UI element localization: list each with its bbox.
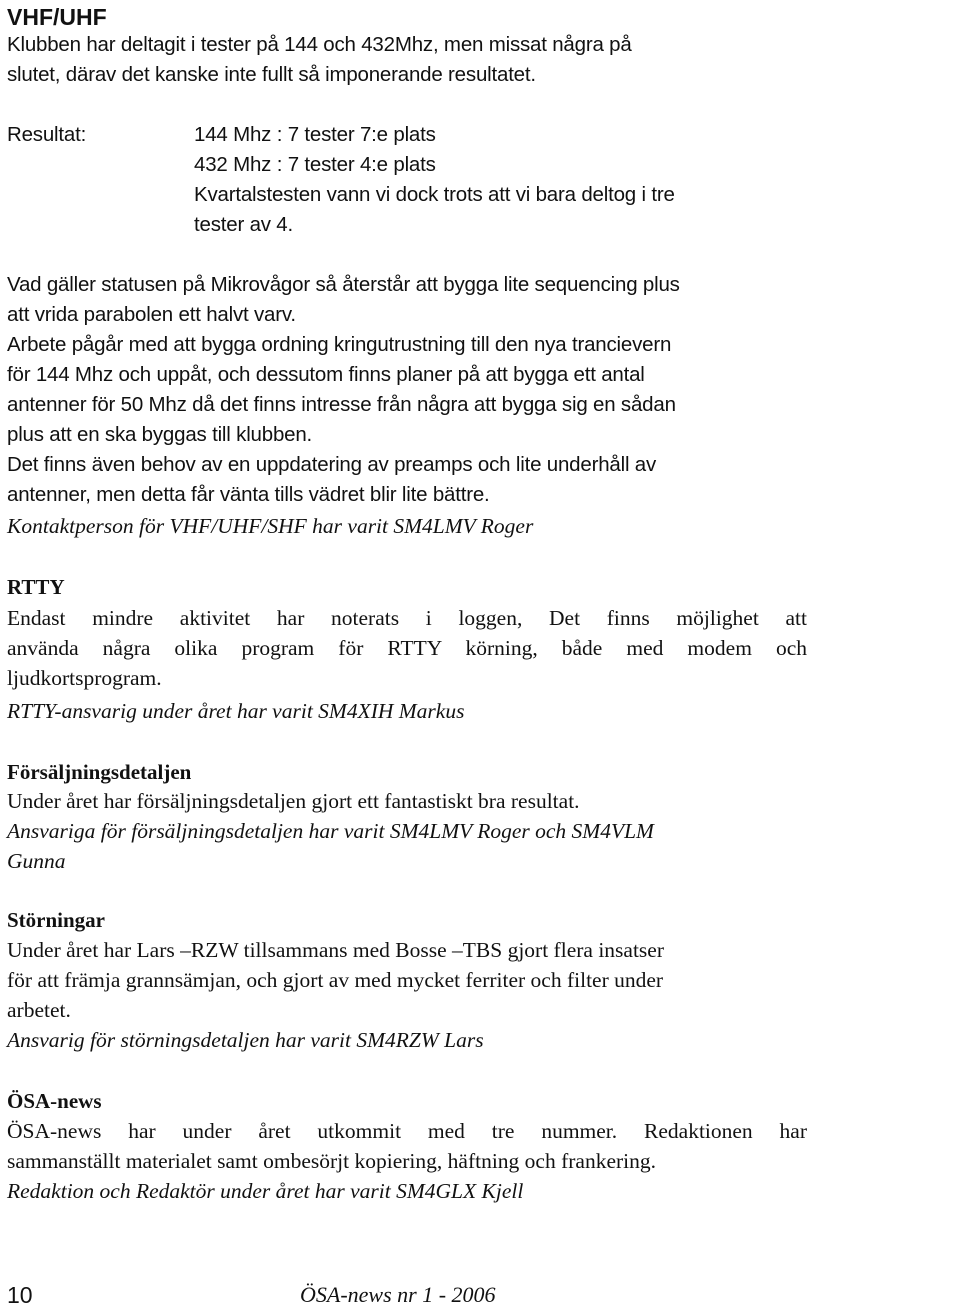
status-line: att vrida parabolen ett halvt varv.: [7, 303, 296, 326]
rtty-responsible: RTTY-ansvarig under året har varit SM4XIH Markus: [7, 699, 465, 723]
status-line: Arbete pågår med att bygga ordning kringutrustning till den nya trancievern: [7, 333, 672, 356]
results-list: [194, 120, 814, 240]
sales-heading: Försäljningsdetaljen: [7, 760, 192, 784]
osanews-body: [7, 1116, 807, 1176]
vhf-intro: [7, 30, 807, 90]
result-item: 144 Mhz : 7 tester 7:e plats: [194, 123, 436, 146]
rtty-body-line: använda några olika program för RTTY körning, både med modem och: [7, 636, 807, 660]
vhf-contact: Kontaktperson för VHF/UHF/SHF har varit SM4LMV Roger: [7, 514, 534, 538]
osanews-heading: ÖSA-news: [7, 1089, 102, 1113]
sales-responsible: [7, 816, 807, 876]
sales-responsible-line: Gunna: [7, 849, 66, 873]
status-line: plus att en ska byggas till klubben.: [7, 423, 313, 446]
interference-body: [7, 935, 807, 1025]
status-line: antenner för 50 Mhz då det finns intresse från några att bygga sig en sådan: [7, 393, 676, 416]
rtty-body: [7, 603, 807, 693]
result-item: 432 Mhz : 7 tester 4:e plats: [194, 153, 436, 176]
status-line: för 144 Mhz och uppåt, och dessutom finns planer på att bygga ett antal: [7, 363, 645, 386]
status-line: Vad gäller statusen på Mikrovågor så återstår att bygga lite sequencing plus: [7, 273, 680, 296]
result-item: tester av 4.: [194, 213, 294, 236]
osanews-body-line: ÖSA-news har under året utkommit med tre nummer. Redaktionen har: [7, 1119, 807, 1143]
status-line: Det finns även behov av en uppdatering av preamps och lite underhåll av: [7, 453, 657, 476]
publication-name: ÖSA-news nr 1 - 2006: [300, 1282, 496, 1307]
interference-body-line: för att främja grannsämjan, och gjort av med mycket ferriter och filter under: [7, 968, 664, 992]
interference-responsible: Ansvarig för störningsdetaljen har varit SM4RZW Lars: [7, 1028, 484, 1052]
sales-responsible-line: Ansvariga för försäljningsdetaljen har varit SM4LMV Roger och SM4VLM: [7, 819, 654, 843]
interference-heading: Störningar: [7, 908, 106, 932]
results-label: Resultat:: [7, 123, 87, 146]
vhf-intro-line: Klubben har deltagit i tester på 144 och 432Mhz, men missat några på: [7, 33, 632, 56]
osanews-body-line: sammanställt materialet samt ombesörjt kopiering, häftning och frankering.: [7, 1149, 656, 1173]
vhf-heading: VHF/UHF: [7, 4, 107, 30]
interference-body-line: Under året har Lars –RZW tillsammans med Bosse –TBS gjort flera insatser: [7, 938, 664, 962]
rtty-heading: RTTY: [7, 575, 65, 599]
page-number: 10: [7, 1282, 33, 1308]
rtty-body-line: ljudkortsprogram.: [7, 666, 162, 690]
interference-body-line: arbetet.: [7, 998, 71, 1022]
status-line: antenner, men detta får vänta tills vädret blir lite bättre.: [7, 483, 490, 506]
osanews-responsible: Redaktion och Redaktör under året har varit SM4GLX Kjell: [7, 1179, 524, 1203]
vhf-status: [7, 270, 807, 510]
vhf-intro-line: slutet, därav det kanske inte fullt så imponerande resultatet.: [7, 63, 536, 86]
sales-body: Under året har försäljningsdetaljen gjort ett fantastiskt bra resultat.: [7, 789, 580, 813]
rtty-body-line: Endast mindre aktivitet har noterats i loggen, Det finns möjlighet att: [7, 606, 807, 630]
result-item: Kvartalstesten vann vi dock trots att vi bara deltog i tre: [194, 183, 675, 206]
